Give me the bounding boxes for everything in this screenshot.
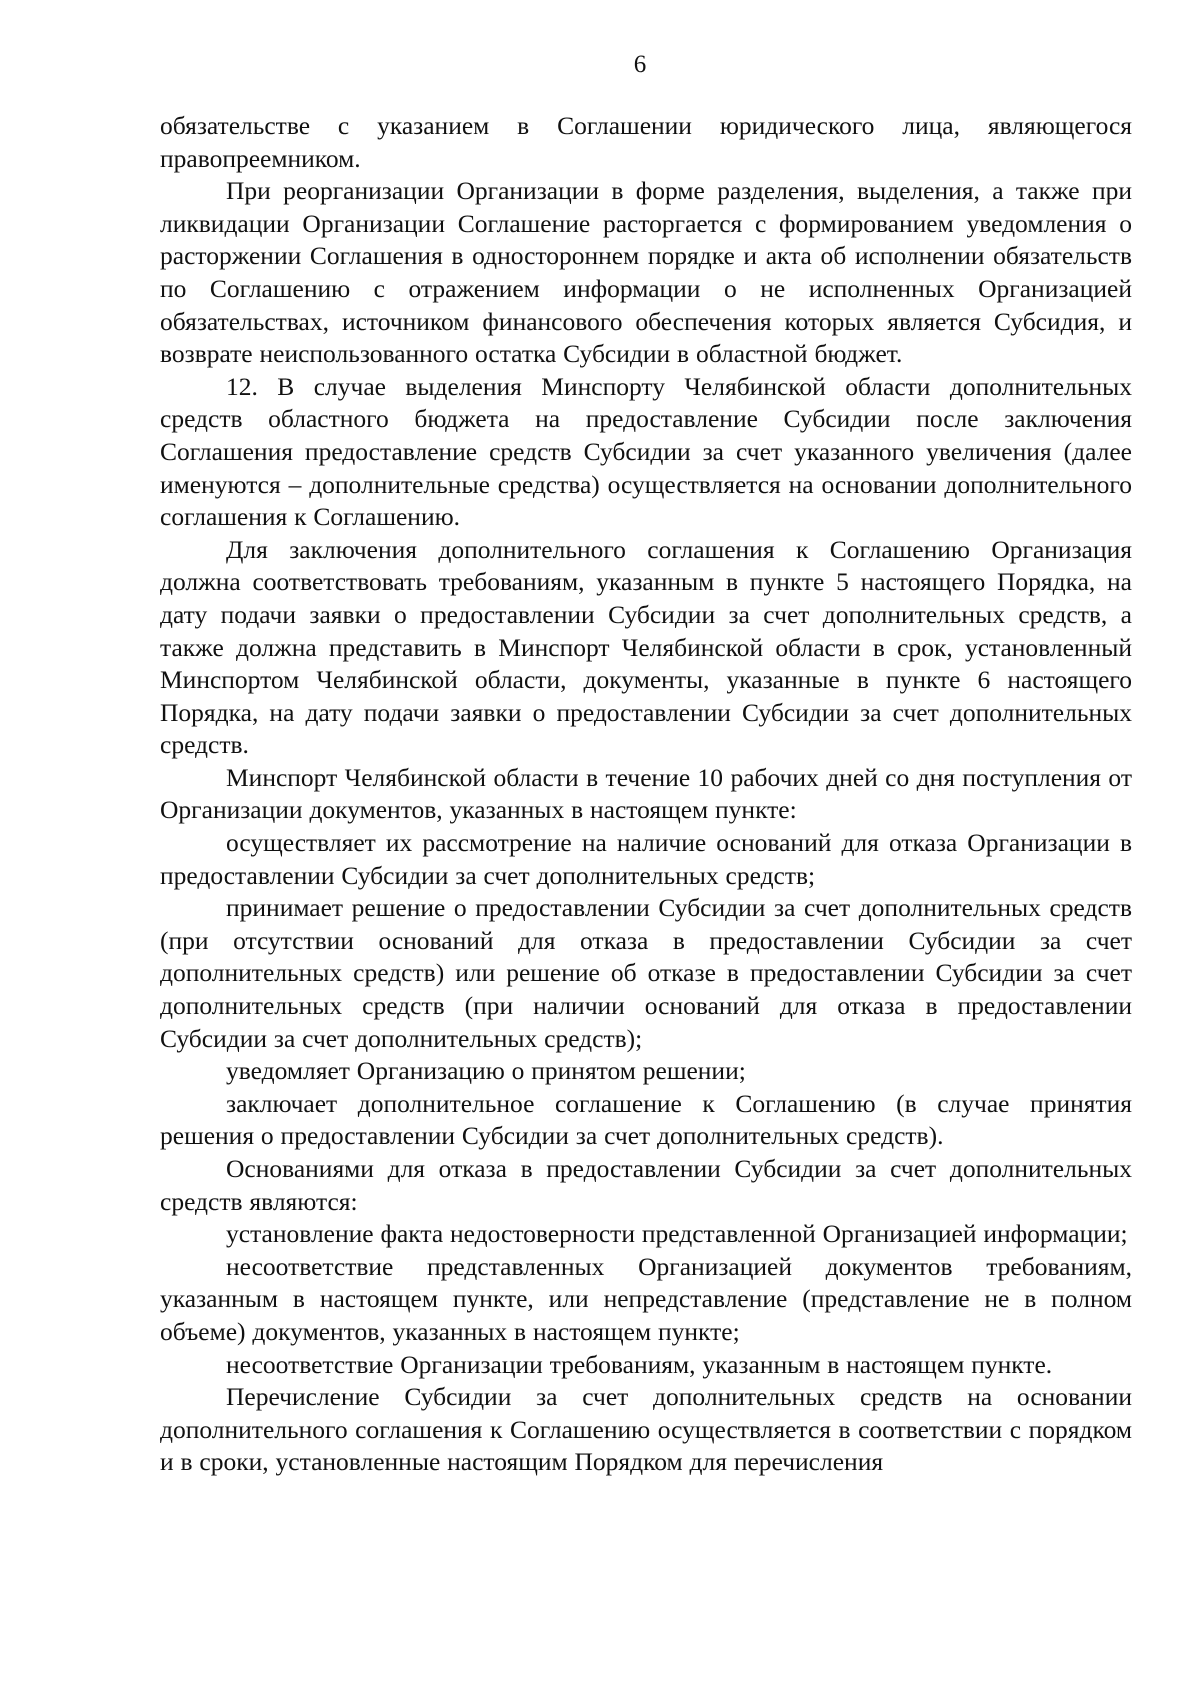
paragraph-ground-unreliable-info: установление факта недостоверности представленной Организацией информации; xyxy=(226,1219,1128,1249)
paragraph-ground-organization-mismatch: несоответствие Организации требованиям, указанным в настоящем пункте. xyxy=(226,1349,1053,1379)
page-number: 6 xyxy=(633,51,647,78)
document-body xyxy=(160,110,1132,1479)
paragraph-clause-12: 12. В случае выделения Минспорту Челябинской области дополнительных средств областного бюджета на предоставление Субсидии после заключения Соглашения предоставление средств Субсидии за счет указанного увеличения (далее именуются – дополнительные средства) осуществляется на основании дополнительного соглашения к Соглашению. xyxy=(160,371,1132,532)
paragraph-decision-item: принимает решение о предоставлении Субсидии за счет дополнительных средств (при отсутствии оснований для отказа в предоставлении Субсидии за счет дополнительных средств) или решение об отказе в предоставлении Субсидии за счет дополнительных средств (при наличии оснований для отказа в предоставлении Субсидии за счет дополнительных средств); xyxy=(160,893,1132,1053)
paragraph-reorganization: При реорганизации Организации в форме разделения, выделения, а также при ликвидации Организации Соглашение расторгается с формированием уведомления о расторжении Соглашения в одностороннем порядке и акта об исполнении обязательств по Соглашению с отражением информации о не исполненных Организацией обязательствах, источником финансового обеспечения которых является Субсидия, и возврате неиспользованного остатка Субсидии в областной бюджет. xyxy=(160,176,1132,369)
paragraph-ground-documents-mismatch: несоответствие представленных Организацией документов требованиям, указанным в настоящем пункте, или непредставление (представление не в полном объеме) документов, указанных в настоящем пункте; xyxy=(160,1251,1132,1346)
paragraph-ministry-review: Минспорт Челябинской области в течение 10 рабочих дней со дня поступления от Организации документов, указанных в настоящем пункте: xyxy=(160,762,1132,825)
paragraph-conclude-item: заключает дополнительное соглашение к Соглашению (в случае принятия решения о предоставлении Субсидии за счет дополнительных средств). xyxy=(160,1088,1132,1151)
paragraph-review-item: осуществляет их рассмотрение на наличие оснований для отказа Организации в предоставлении Субсидии за счет дополнительных средств; xyxy=(160,828,1132,890)
paragraph-continuation: обязательстве с указанием в Соглашении юридического лица, являющегося правопреемником. xyxy=(160,111,1132,173)
paragraph-additional-agreement-requirements: Для заключения дополнительного соглашения к Соглашению Организация должна соответствовать требованиям, указанным в пункте 5 настоящего Порядка, на дату подачи заявки о предоставлении Субсидии за счет дополнительных средств, а также должна представить в Минспорт Челябинской области в срок, установленный Минспортом Челябинской области, документы, указанные в пункте 6 настоящего Порядка, на дату подачи заявки о предоставлении Субсидии за счет дополнительных средств. xyxy=(160,534,1132,760)
paragraph-refusal-grounds: Основаниями для отказа в предоставлении Субсидии за счет дополнительных средств являются: xyxy=(160,1154,1132,1216)
paragraph-transfer: Перечисление Субсидии за счет дополнительных средств на основании дополнительного соглашения к Соглашению осуществляется в соответствии с порядком и в сроки, установленные настоящим Порядком для перечисления xyxy=(160,1382,1132,1477)
paragraph-notify-item: уведомляет Организацию о принятом решении; xyxy=(226,1056,746,1086)
